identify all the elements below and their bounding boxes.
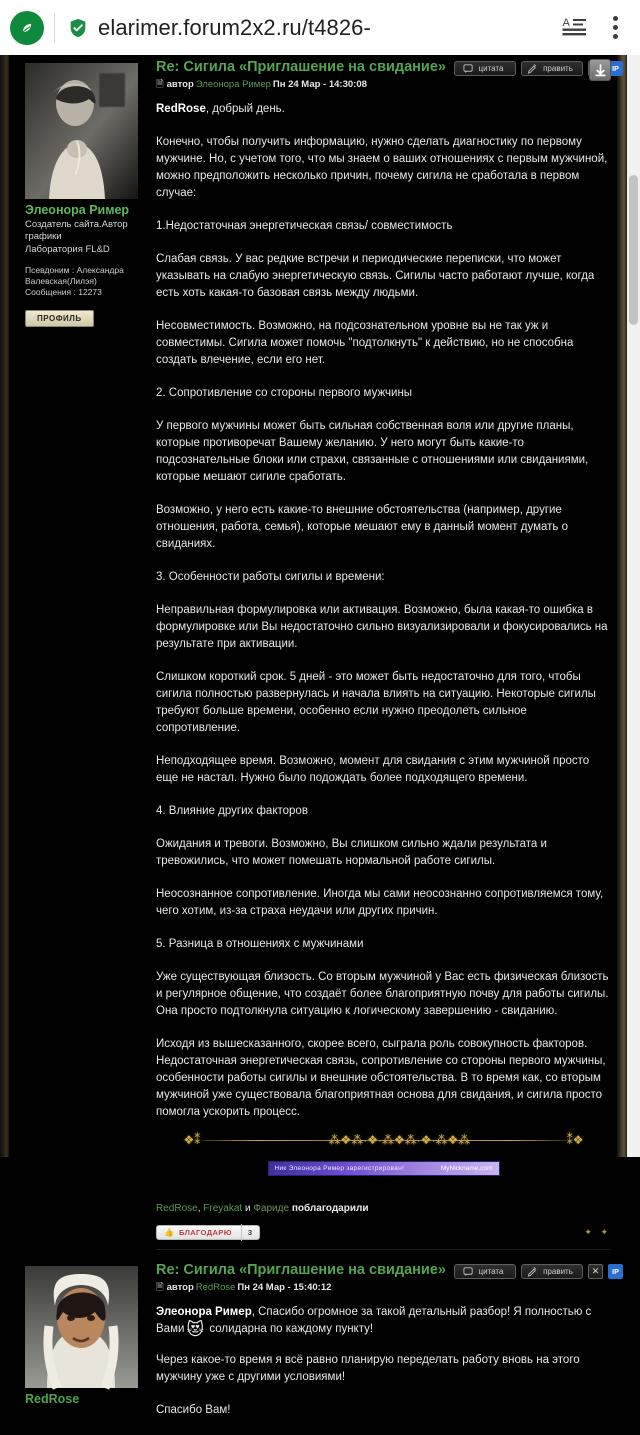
- post-paragraph: Исходя из вышесказанного, скорее всего, сыграла роль совокупность факторов. Недостаточная энергетическая связь, сопротивление со стороны первого мужчины, особенности работы сигилы и внешние обстоятельства. В то время как, со вторым мужчиной уже существовала благоприятная основа для свидания, и сигила просто помогла ускорить процесс.: [156, 1038, 606, 1118]
- edit-label: править: [543, 64, 573, 73]
- post-paragraph: 4. Влияние других факторов: [156, 805, 308, 817]
- post-paragraph: Конечно, чтобы получить информацию, нужно сделать диагностику по первому мужчине. Но, с учетом того, что мы знаем о ваших отношениях с первым мужчиной, можно предположить несколько причин, почему сигила не сработала в первом случае:: [156, 136, 608, 199]
- browser-toolbar: [0, 0, 640, 55]
- divider-ornament: ❖⁑: [183, 1133, 201, 1147]
- post-paragraph: У первого мужчины может быть сильная собственная воля или другие планы, которые противоречат Вашему желанию. У него могут быть какие-то подсознательные блоки или страхи, связанные с отношениями или свиданиями, которые мешают сигиле сработать.: [156, 420, 589, 483]
- thanks-conjunction: и: [244, 1203, 251, 1214]
- edit-button[interactable]: [521, 61, 583, 76]
- toolbar-divider: [54, 13, 55, 43]
- thanks-suffix: поблагодарили: [291, 1203, 369, 1214]
- thanked-by-line: [156, 1200, 611, 1217]
- quote-label: цитата: [478, 64, 504, 73]
- post-paragraph: Уже существующая близость. Со вторым мужчиной у Вас есть физическая близость и регулярное общение, что создаёт более благоприятную почву для работы сигилы. Она просто подтолкнула ситуацию к логическому завершению - свиданию.: [156, 971, 609, 1017]
- edit-pencil-icon: [527, 1266, 538, 1277]
- author-alias: Псевдоним : Александра: [25, 264, 124, 275]
- post-author-panel: [0, 55, 148, 1250]
- post-paragraph: Несовместимость. Возможно, на подсознательном уровне вы не так уж и совместимы. Сигила может помочь "подтолкнуть" к действию, но не способна создать влечение, если его нет.: [156, 320, 574, 366]
- quote-button[interactable]: [454, 1264, 516, 1279]
- svg-text:A: A: [562, 16, 570, 29]
- post-content-panel: [148, 1258, 627, 1435]
- author-rank: Создатель сайта.Автор графики: [25, 219, 128, 242]
- post-paragraph: Неподходящее время. Возможно, момент для свидания с этим мужчиной просто еще не настал. Нужно было подождать более подходящего времени.: [156, 755, 590, 784]
- byline-label: автор: [166, 79, 194, 90]
- post-paragraph: Слабая связь. У вас редкие встречи и периодические переписки, что может указывать на слабую энергетическую связь. Сигилы часто работают лучше, когда есть хоть какая-то базовая связь между людьми.: [156, 253, 595, 299]
- post-content-panel: [148, 55, 627, 1250]
- profile-button[interactable]: ПРОФИЛЬ: [25, 310, 94, 327]
- post-paragraph: 1.Недостаточная энергетическая связь/ совместимость: [156, 220, 453, 232]
- reputation-arrows-icon[interactable]: ✦ ✦: [584, 1227, 611, 1237]
- forum-page: [0, 55, 640, 1416]
- author-message-count: Сообщения : 12273: [25, 286, 102, 297]
- post-page-icon: 🗎: [156, 1282, 164, 1293]
- quote-icon: [463, 1266, 474, 1277]
- post-paragraph: Неправильная формулировка или активация. Возможно, была какая-то ошибка в формулировке или Вы недостаточно сильно визуализировали и фокусировались на результате при активации.: [156, 604, 608, 650]
- author-name[interactable]: Элеонора Римep: [25, 203, 130, 217]
- heart-eyes-cat-icon: 😻: [186, 1320, 205, 1339]
- forum-post: [0, 1258, 627, 1435]
- thanks-row: [156, 1224, 611, 1241]
- reply-rest-2: солидарна по каждому пункту!: [209, 1323, 374, 1335]
- ornamental-divider: [184, 1129, 584, 1151]
- thumbs-up-icon: 👍: [164, 1228, 174, 1237]
- thanker-3[interactable]: Фариде: [253, 1203, 290, 1214]
- post-header: [156, 55, 620, 91]
- byline-date: Пн 24 Мар - 14:30:08: [272, 79, 367, 90]
- post-action-buttons: [454, 1262, 623, 1279]
- thanks-count: 3: [241, 1224, 252, 1241]
- post-header: [156, 1258, 620, 1294]
- thanker-1[interactable]: RedRose: [156, 1203, 198, 1214]
- quote-label: цитата: [478, 1267, 504, 1276]
- url-bar[interactable]: elarimer.forum2x2.ru/t4826-: [98, 14, 371, 40]
- leaf-logo-icon[interactable]: [10, 11, 44, 45]
- byline-author[interactable]: Элеонора Римep: [195, 79, 271, 90]
- post-paragraph: Слишком короткий срок. 5 дней - это может быть недостаточно для того, чтобы сигила полностью развернулась и начала влиять на ситуацию. Некоторые сигилы требуют больше времени, особенно если нужно преодолеть сильное сопротивление.: [156, 671, 596, 734]
- post-paragraph: 3. Особенности работы сигилы и времени:: [156, 571, 385, 583]
- thanks-comma: ,: [197, 1203, 204, 1214]
- post-byline: [156, 79, 446, 91]
- quote-button[interactable]: [454, 61, 516, 76]
- post-paragraph: Неосознанное сопротивление. Иногда мы сами неосознанно сопротивляемся тому, чего хотим, из-за страха неудачи или других причин.: [156, 888, 604, 917]
- post-body: [156, 1294, 611, 1419]
- reply-rest: , Спасибо огромное за такой детальный разбор! Я полностью с Вами: [156, 1306, 592, 1335]
- post-paragraph: Ожидания и тревоги. Возможно, Вы слишком сильно ждали результата и тревожились, что может помешать нормальной работе сигилы.: [156, 838, 547, 867]
- post-paragraph: 2. Сопротивление со стороны первого мужчины: [156, 387, 413, 399]
- edit-button[interactable]: [521, 1264, 583, 1279]
- kebab-menu-icon[interactable]: [604, 13, 626, 43]
- avatar: [25, 63, 138, 199]
- delete-post-button[interactable]: ✕: [588, 1264, 603, 1279]
- ip-button[interactable]: IP: [608, 61, 623, 76]
- byline-author[interactable]: RedRose: [195, 1282, 236, 1293]
- post-header-text: [156, 59, 446, 91]
- byline-label: автор: [166, 1282, 194, 1293]
- avatar: [25, 1266, 138, 1388]
- author-rank-secondary: Лаборатория FL&D: [25, 244, 110, 255]
- thanks-label: БЛАГОДАРЮ: [178, 1228, 232, 1237]
- divider-ornament: ⁑❖: [566, 1133, 584, 1147]
- post-body: [156, 91, 611, 1250]
- post-page-icon: 🗎: [156, 79, 164, 90]
- signature-banner[interactable]: [268, 1161, 500, 1176]
- thanker-2[interactable]: Freyakat: [203, 1203, 243, 1214]
- post-paragraph: Через какое-то время я всё равно планирую переделать работу вновь на этого мужчину уже с другими условиями!: [156, 1354, 580, 1383]
- shield-check-icon[interactable]: [67, 17, 89, 39]
- divider-ornament: ⁂❖⁂·❖·⁂❖⁂·❖·⁂❖⁂: [328, 1133, 471, 1147]
- edit-label: править: [543, 1267, 573, 1276]
- reader-mode-icon[interactable]: [560, 13, 590, 43]
- signature-banner-site: MyNickname.com: [440, 1165, 493, 1172]
- mention-eleonora[interactable]: Элеонора Римep: [156, 1306, 252, 1318]
- scroll-down-icon[interactable]: [589, 59, 611, 81]
- quote-icon: [463, 63, 474, 74]
- edit-pencil-icon: [527, 63, 538, 74]
- page-scrollbar[interactable]: [627, 55, 640, 1157]
- forum-post: [0, 55, 627, 1250]
- scrollbar-thumb[interactable]: [629, 175, 638, 325]
- post-separator: [156, 1249, 611, 1250]
- byline-date: Пн 24 Мар - 15:40:12: [237, 1282, 332, 1293]
- greeting-rest: , добрый день.: [205, 103, 285, 115]
- post-paragraph: Спасибо Вам!: [156, 1404, 231, 1416]
- post-paragraph: Возможно, у него есть какие-то внешние обстоятельства (например, другие отношения, работа, семья), которые мешают ему в данный момент думать о свиданиях.: [156, 504, 568, 550]
- post-author-panel: [0, 1258, 148, 1435]
- post-paragraph: [156, 101, 611, 118]
- thanks-button[interactable]: [156, 1225, 260, 1240]
- ip-button[interactable]: IP: [608, 1264, 623, 1279]
- author-name[interactable]: RedRose: [25, 1392, 80, 1406]
- post-byline: [156, 1282, 446, 1294]
- post-title[interactable]: Re: Сигила «Приглашение на свидание»: [156, 59, 446, 75]
- author-alias-second-line: Валевская(Лилэя): [25, 275, 97, 286]
- signature-banner-text: Ник Элеонора Римep зарегистрирован!: [274, 1165, 405, 1172]
- post-title[interactable]: Re: Сигила «Приглашение на свидание»: [156, 1262, 446, 1278]
- post-header-text: [156, 1262, 446, 1294]
- post-paragraph: [156, 1304, 611, 1338]
- post-paragraph: 5. Разница в отношениях с мужчинами: [156, 938, 364, 950]
- mention-redrose[interactable]: RedRose: [156, 103, 206, 115]
